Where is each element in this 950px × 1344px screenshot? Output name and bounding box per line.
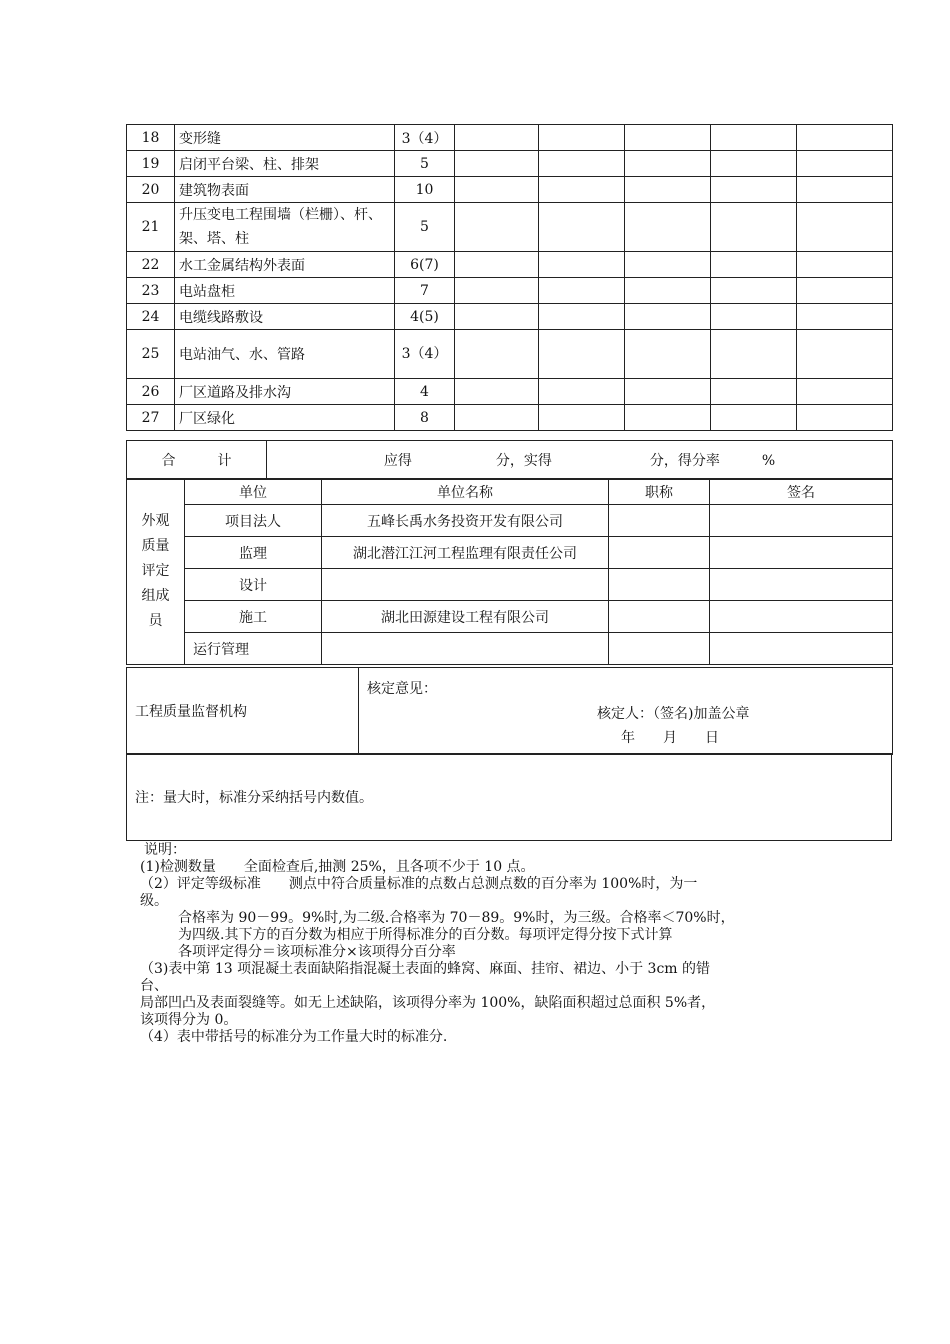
member-title-cell[interactable] [609, 601, 710, 633]
item-name: 建筑物表面 [175, 177, 395, 203]
member-sign-cell[interactable] [710, 601, 893, 633]
member-unit: 施工 [185, 601, 322, 633]
item-cell[interactable] [711, 125, 797, 151]
members-header-row [127, 479, 893, 505]
table-row [127, 252, 893, 278]
table-row [127, 405, 893, 431]
item-cell[interactable] [539, 330, 625, 379]
item-cell[interactable] [711, 203, 797, 252]
member-unit: 项目法人 [185, 505, 322, 537]
item-cell[interactable] [539, 278, 625, 304]
item-no: 20 [127, 177, 175, 203]
item-cell[interactable] [797, 151, 893, 177]
explain-line: 局部凹凸及表面裂缝等。如无上述缺陷，该项得分率为 100%，缺陷面积超过总面积 5%者， [140, 995, 716, 1011]
item-cell[interactable] [711, 330, 797, 379]
total-row [127, 441, 893, 480]
member-row [127, 569, 893, 601]
opinion-cell[interactable] [359, 668, 893, 755]
item-name: 电缆线路敷设 [175, 304, 395, 330]
note-text: 注：量大时，标准分采纳括号内数值。 [127, 754, 892, 841]
item-cell[interactable] [797, 125, 893, 151]
item-cell[interactable] [455, 252, 539, 278]
member-unit: 运行管理 [185, 633, 322, 665]
item-cell[interactable] [797, 203, 893, 252]
item-cell[interactable] [539, 151, 625, 177]
item-cell[interactable] [711, 405, 797, 431]
item-score: 4(5) [395, 304, 455, 330]
item-no: 18 [127, 125, 175, 151]
item-score: 3（4） [395, 125, 455, 151]
explain-line: （2）评定等级标准 测点中符合质量标准的点数占总测点数的百分率为 100%时，为一 [140, 876, 698, 892]
table-row [127, 151, 893, 177]
explain-line: 级。 [140, 893, 168, 909]
item-cell[interactable] [539, 405, 625, 431]
item-cell[interactable] [711, 252, 797, 278]
item-no: 27 [127, 405, 175, 431]
members-group-label: 外观质量评定组成员 [127, 479, 185, 665]
item-name: 电站油气、水、管路 [175, 330, 395, 379]
member-title-cell[interactable] [609, 633, 710, 665]
table-row [127, 278, 893, 304]
item-cell[interactable] [539, 252, 625, 278]
member-row [127, 633, 893, 665]
explain-line: 为四级.其下方的百分数为相应于所得标准分的百分数。每项评定得分按下式计算 [178, 927, 673, 943]
member-row [127, 537, 893, 569]
item-cell[interactable] [711, 151, 797, 177]
item-cell[interactable] [797, 177, 893, 203]
item-cell[interactable] [711, 379, 797, 405]
item-score: 7 [395, 278, 455, 304]
item-cell[interactable] [625, 379, 711, 405]
member-sign-cell[interactable] [710, 537, 893, 569]
item-name: 启闭平台梁、柱、排架 [175, 151, 395, 177]
item-cell[interactable] [711, 177, 797, 203]
member-unit-name: 湖北潜江江河工程监理有限责任公司 [322, 537, 609, 569]
item-cell[interactable] [797, 379, 893, 405]
member-title-cell[interactable] [609, 569, 710, 601]
item-no: 24 [127, 304, 175, 330]
member-unit-name [322, 569, 609, 601]
item-cell[interactable] [625, 203, 711, 252]
item-cell[interactable] [711, 278, 797, 304]
member-row [127, 505, 893, 537]
item-score: 3（4） [395, 330, 455, 379]
item-cell[interactable] [797, 278, 893, 304]
item-score: 10 [395, 177, 455, 203]
explain-line: (1)检测数量 全面检查后,抽测 25%，且各项不少于 10 点。 [140, 859, 535, 875]
item-cell[interactable] [539, 304, 625, 330]
item-name: 厂区绿化 [175, 405, 395, 431]
item-cell[interactable] [797, 405, 893, 431]
explain-line: 说明： [144, 842, 186, 858]
item-name: 水工金属结构外表面 [175, 252, 395, 278]
member-title-cell[interactable] [609, 537, 710, 569]
table-row [127, 330, 893, 379]
item-score: 5 [395, 203, 455, 252]
item-name: 变形缝 [175, 125, 395, 151]
opinion-label: 核定意见： [367, 681, 437, 697]
item-cell[interactable] [539, 177, 625, 203]
header-unit: 单位 [185, 479, 322, 505]
table-row [127, 304, 893, 330]
explain-line: 合格率为 90－99。9%时,为二级.合格率为 70－89。9%时，为三级。合格率＜70%时， [178, 910, 735, 926]
item-cell[interactable] [625, 177, 711, 203]
item-name: 升压变电工程围墙（栏栅）、杆、架、塔、柱 [175, 203, 395, 252]
item-score: 4 [395, 379, 455, 405]
total-text: 应得 分，实得 分，得分率 % [267, 441, 893, 480]
explain-line: 各项评定得分＝该项标准分×该项得分百分率 [178, 944, 456, 960]
member-sign-cell[interactable] [710, 633, 893, 665]
member-row [127, 601, 893, 633]
item-cell[interactable] [625, 278, 711, 304]
items-table [126, 124, 893, 431]
member-unit: 监理 [185, 537, 322, 569]
member-unit-name: 五峰长禹水务投资开发有限公司 [322, 505, 609, 537]
explanation-block [140, 842, 820, 1046]
member-title-cell[interactable] [609, 505, 710, 537]
item-cell[interactable] [797, 252, 893, 278]
header-sign: 签名 [710, 479, 893, 505]
explain-line: （4）表中带括号的标准分为工作量大时的标准分. [140, 1029, 448, 1045]
item-cell[interactable] [625, 330, 711, 379]
header-title: 职称 [609, 479, 710, 505]
total-table [126, 440, 893, 480]
table-row [127, 125, 893, 151]
item-cell[interactable] [625, 125, 711, 151]
total-label: 合 计 [127, 441, 267, 480]
date-line: 年 月 日 [621, 730, 719, 746]
item-cell[interactable] [455, 304, 539, 330]
supervise-row [127, 668, 893, 755]
item-no: 23 [127, 278, 175, 304]
item-no: 25 [127, 330, 175, 379]
item-cell[interactable] [625, 151, 711, 177]
item-no: 19 [127, 151, 175, 177]
header-unit-name: 单位名称 [322, 479, 609, 505]
item-cell[interactable] [455, 278, 539, 304]
item-score: 8 [395, 405, 455, 431]
item-cell[interactable] [455, 379, 539, 405]
members-table [126, 478, 893, 665]
item-no: 21 [127, 203, 175, 252]
item-cell[interactable] [711, 304, 797, 330]
item-cell[interactable] [455, 177, 539, 203]
item-cell[interactable] [455, 203, 539, 252]
member-unit-name [322, 633, 609, 665]
explain-line: （3)表中第 13 项混凝土表面缺陷指混凝土表面的蜂窝、麻面、挂帘、裙边、小于 3cm 的错 [140, 961, 711, 977]
item-cell[interactable] [455, 405, 539, 431]
item-no: 22 [127, 252, 175, 278]
signer-line: 核定人：（签名)加盖公章 [597, 706, 750, 722]
item-name: 厂区道路及排水沟 [175, 379, 395, 405]
supervise-table [126, 667, 893, 755]
item-score: 6(7) [395, 252, 455, 278]
member-unit-name: 湖北田源建设工程有限公司 [322, 601, 609, 633]
item-cell[interactable] [797, 304, 893, 330]
member-unit: 设计 [185, 569, 322, 601]
table-row [127, 379, 893, 405]
explain-line: 台、 [140, 978, 168, 994]
supervise-label: 工程质量监督机构 [127, 668, 359, 755]
item-cell[interactable] [455, 151, 539, 177]
item-cell[interactable] [625, 252, 711, 278]
item-cell[interactable] [625, 304, 711, 330]
member-sign-cell[interactable] [710, 505, 893, 537]
table-row [127, 177, 893, 203]
item-no: 26 [127, 379, 175, 405]
item-name: 电站盘柜 [175, 278, 395, 304]
item-cell[interactable] [625, 405, 711, 431]
note-row [127, 754, 892, 841]
item-score: 5 [395, 151, 455, 177]
explain-line: 该项得分为 0。 [140, 1012, 238, 1028]
item-cell[interactable] [797, 330, 893, 379]
note-table [126, 753, 892, 841]
item-cell[interactable] [455, 125, 539, 151]
table-row [127, 203, 893, 252]
item-cell[interactable] [539, 203, 625, 252]
item-cell[interactable] [455, 330, 539, 379]
item-cell[interactable] [539, 379, 625, 405]
item-cell[interactable] [539, 125, 625, 151]
member-sign-cell[interactable] [710, 569, 893, 601]
